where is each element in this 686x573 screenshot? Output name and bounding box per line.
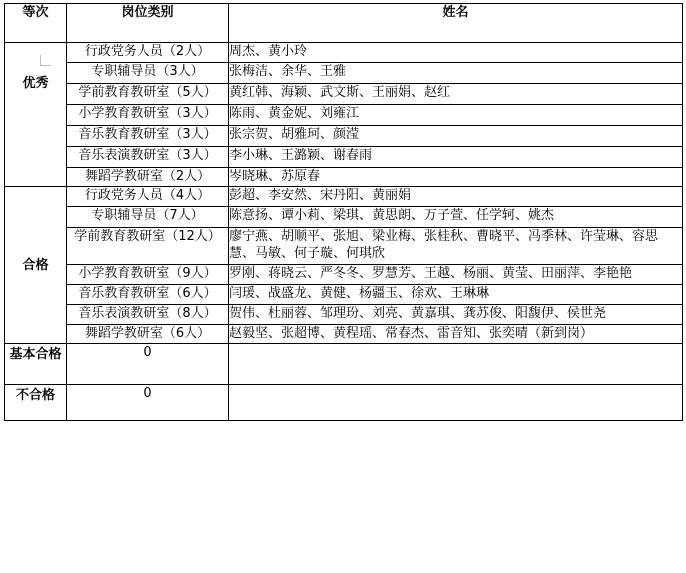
category-cell: 学前教育教研室（12人） [67,228,229,265]
count-cell: 0 [67,344,229,385]
names-cell: 陈雨、黄金妮、刘雍江 [229,105,683,126]
category-cell: 舞蹈学教研室（2人） [67,168,229,187]
grade-excellent: 优秀 [5,43,67,187]
names-cell: 周杰、黄小玲 [229,43,683,63]
header-category: 岗位类别 [67,4,229,43]
category-cell: 音乐教育教研室（3人） [67,126,229,147]
names-cell: 廖宁燕、胡顺平、张旭、梁业梅、张桂秋、曹晓平、冯季林、许莹琳、容思慧、马敏、何子璇、何琪欣 [229,228,683,265]
table-row [5,147,683,168]
table-row [5,285,683,305]
table-row [5,325,683,344]
table-row [5,265,683,285]
table-row [5,63,683,84]
table-row [5,344,683,385]
names-cell: 罗刚、蒋晓云、严冬冬、罗慧芳、王越、杨丽、黄莹、田丽萍、李艳艳 [229,265,683,285]
names-cell: 陈意扬、谭小莉、梁琪、黄思朗、万子萱、任学轲、姚杰 [229,207,683,228]
table-row [5,126,683,147]
grade-basic-pass: 基本合格 [5,344,67,385]
category-cell: 音乐教育教研室（6人） [67,285,229,305]
grade-fail: 不合格 [5,385,67,421]
table-row [5,228,683,265]
table-row [5,105,683,126]
header-row [5,4,683,43]
category-cell: 行政党务人员（4人） [67,187,229,207]
names-cell: 李小琳、王潞颖、谢春雨 [229,147,683,168]
category-cell: 小学教育教研室（9人） [67,265,229,285]
category-cell: 音乐表演教研室（8人） [67,305,229,325]
table-row [5,305,683,325]
header-names: 姓名 [229,4,683,43]
table-row [5,84,683,105]
category-cell: 舞蹈学教研室（6人） [67,325,229,344]
names-cell: 岑晓琳、苏原春 [229,168,683,187]
category-cell: 小学教育教研室（3人） [67,105,229,126]
names-cell: 贺伟、杜丽蓉、邹理玢、刘亮、黄嘉琪、龚苏俊、阳馥伊、侯世尧 [229,305,683,325]
names-cell: 赵毅坚、张超博、黄程瑶、常春杰、雷音知、张奕晴（新到岗） [229,325,683,344]
header-grade: 等次 [5,4,67,43]
table-row [5,187,683,207]
names-cell: 闫瑗、战盛龙、黄健、杨疆玉、徐欢、王琳琳 [229,285,683,305]
category-cell: 专职辅导员（3人） [67,63,229,84]
names-cell [229,385,683,421]
category-cell: 音乐表演教研室（3人） [67,147,229,168]
assessment-table [4,3,683,421]
names-cell: 黄红韩、海颖、武文斯、王丽娟、赵红 [229,84,683,105]
table-row [5,43,683,63]
category-cell: 专职辅导员（7人） [67,207,229,228]
names-cell [229,344,683,385]
table-row [5,168,683,187]
corner-mark [40,55,51,66]
grade-pass: 合格 [5,187,67,344]
names-cell: 张宗贺、胡雅珂、颜滢 [229,126,683,147]
category-cell: 学前教育教研室（5人） [67,84,229,105]
names-cell: 张梅洁、余华、王雅 [229,63,683,84]
table-row [5,207,683,228]
table-row [5,385,683,421]
count-cell: 0 [67,385,229,421]
names-cell: 彭超、李安然、宋丹阳、黄丽娟 [229,187,683,207]
category-cell: 行政党务人员（2人） [67,43,229,63]
